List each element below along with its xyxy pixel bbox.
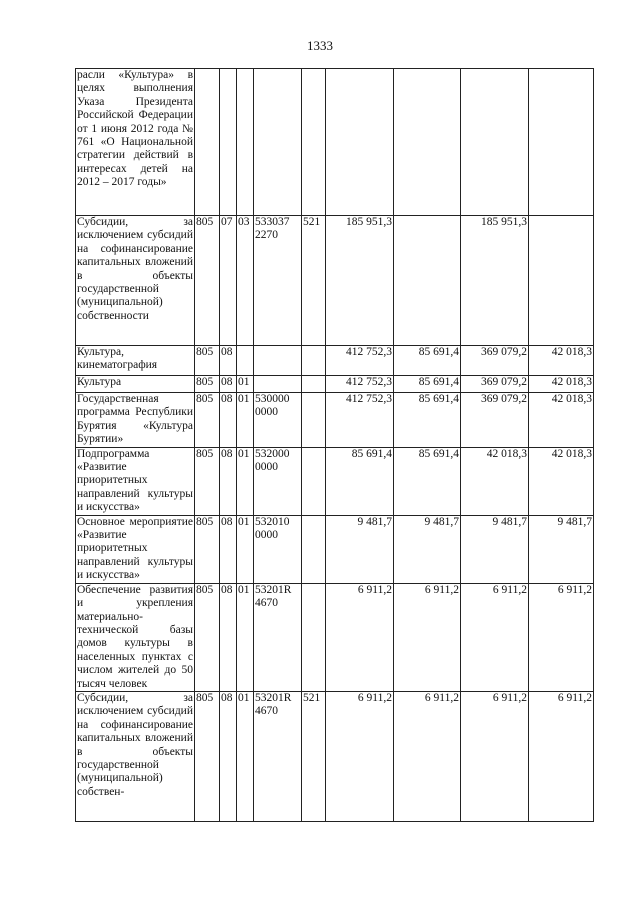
subsection-code [237, 69, 254, 216]
amount-col-3: 42 018,3 [461, 447, 529, 515]
amount-col-3: 369 079,2 [461, 393, 529, 448]
amount-col-1: 6 911,2 [326, 691, 394, 821]
amount-col-4: 42 018,3 [529, 346, 594, 376]
expense-type-code [302, 515, 326, 583]
section-code: 08 [220, 691, 237, 821]
amount-col-3: 369 079,2 [461, 346, 529, 376]
grbs-code: 805 [195, 691, 220, 821]
table-row [76, 515, 594, 583]
row-name: Культура, кинематография [76, 346, 195, 376]
expense-type-code: 521 [302, 216, 326, 346]
amount-col-1: 185 951,3 [326, 216, 394, 346]
grbs-code: 805 [195, 346, 220, 376]
amount-col-1: 6 911,2 [326, 583, 394, 691]
amount-col-4 [529, 69, 594, 216]
page-number: 1333 [307, 38, 333, 53]
amount-col-2: 9 481,7 [394, 515, 461, 583]
amount-col-3: 6 911,2 [461, 583, 529, 691]
target-article-code: 53201R 4670 [254, 583, 302, 691]
expense-type-code [302, 583, 326, 691]
section-code: 08 [220, 346, 237, 376]
subsection-code: 03 [237, 216, 254, 346]
grbs-code: 805 [195, 216, 220, 346]
amount-col-4: 9 481,7 [529, 515, 594, 583]
amount-col-4: 42 018,3 [529, 393, 594, 448]
expense-type-code [302, 393, 326, 448]
target-article-code [254, 69, 302, 216]
grbs-code: 805 [195, 376, 220, 393]
section-code: 08 [220, 515, 237, 583]
table-row [76, 346, 594, 376]
amount-col-4: 6 911,2 [529, 583, 594, 691]
section-code [220, 69, 237, 216]
subsection-code: 01 [237, 447, 254, 515]
amount-col-3: 369 079,2 [461, 376, 529, 393]
subsection-code: 01 [237, 583, 254, 691]
amount-col-2: 85 691,4 [394, 393, 461, 448]
amount-col-2: 6 911,2 [394, 583, 461, 691]
amount-col-2 [394, 216, 461, 346]
section-code: 08 [220, 393, 237, 448]
target-article-code: 532010 0000 [254, 515, 302, 583]
budget-table [75, 68, 594, 822]
row-name: Субсидии, за исключением субсидий на софинансирование капитальных вложений в объекты государственной (муниципальной) собствен- [76, 691, 195, 821]
target-article-code [254, 376, 302, 393]
amount-col-1: 412 752,3 [326, 346, 394, 376]
table-row [76, 393, 594, 448]
amount-col-4: 42 018,3 [529, 447, 594, 515]
amount-col-1: 412 752,3 [326, 393, 394, 448]
expense-type-code [302, 346, 326, 376]
table-row [76, 216, 594, 346]
row-name: Государственная программа Республики Бурятия «Культура Бурятии» [77, 393, 193, 446]
amount-col-2: 85 691,4 [394, 447, 461, 515]
row-name: расли «Культура» в целях выполнения Указа Президента Российской Федерации от 1 июня 2012 года № 761 «О Национальной стратегии действий в интересах детей на 2012 – 2017 годы» [76, 69, 195, 216]
amount-col-1: 9 481,7 [326, 515, 394, 583]
target-article-code: 530000 0000 [254, 393, 302, 448]
expense-type-code: 521 [302, 691, 326, 821]
amount-col-1: 85 691,4 [326, 447, 394, 515]
amount-col-2 [394, 69, 461, 216]
expense-type-code [302, 376, 326, 393]
amount-col-3: 185 951,3 [461, 216, 529, 346]
grbs-code: 805 [195, 393, 220, 448]
amount-col-2: 85 691,4 [394, 376, 461, 393]
expense-type-code [302, 69, 326, 216]
amount-col-2: 85 691,4 [394, 346, 461, 376]
amount-col-4: 42 018,3 [529, 376, 594, 393]
budget-table-body [76, 69, 594, 822]
grbs-code [195, 69, 220, 216]
target-article-code [254, 346, 302, 376]
table-row [76, 583, 594, 691]
subsection-code: 01 [237, 515, 254, 583]
subsection-code: 01 [237, 376, 254, 393]
target-article-code: 53201R 4670 [254, 691, 302, 821]
subsection-code: 01 [237, 393, 254, 448]
amount-col-1: 412 752,3 [326, 376, 394, 393]
grbs-code: 805 [195, 447, 220, 515]
table-row [76, 69, 594, 216]
amount-col-2: 6 911,2 [394, 691, 461, 821]
row-name: Культура [76, 376, 195, 393]
row-name: Подпрограмма «Развитие приоритетных направлений культуры и искусства» [77, 447, 193, 514]
amount-col-4: 6 911,2 [529, 691, 594, 821]
row-name: Обеспечение развития и укрепления материально-технической базы домов культуры в населенных пунктах с числом жителей до 50 тысяч человек [77, 583, 193, 690]
row-name: Субсидии, за исключением субсидий на софинансирование капитальных вложений в объекты государственной (муниципальной) собственности [76, 216, 195, 346]
section-code: 07 [220, 216, 237, 346]
amount-col-3 [461, 69, 529, 216]
grbs-code: 805 [195, 515, 220, 583]
amount-col-1 [326, 69, 394, 216]
grbs-code: 805 [195, 583, 220, 691]
amount-col-3: 6 911,2 [461, 691, 529, 821]
section-code: 08 [220, 583, 237, 691]
section-code: 08 [220, 376, 237, 393]
section-code: 08 [220, 447, 237, 515]
table-row [76, 447, 594, 515]
row-name: Основное мероприятие «Развитие приоритетных направлений культуры и искусства» [77, 515, 193, 582]
expense-type-code [302, 447, 326, 515]
target-article-code: 532000 0000 [254, 447, 302, 515]
table-row [76, 691, 594, 821]
table-row [76, 376, 594, 393]
amount-col-4 [529, 216, 594, 346]
subsection-code: 01 [237, 691, 254, 821]
target-article-code: 533037 2270 [254, 216, 302, 346]
amount-col-3: 9 481,7 [461, 515, 529, 583]
subsection-code [237, 346, 254, 376]
